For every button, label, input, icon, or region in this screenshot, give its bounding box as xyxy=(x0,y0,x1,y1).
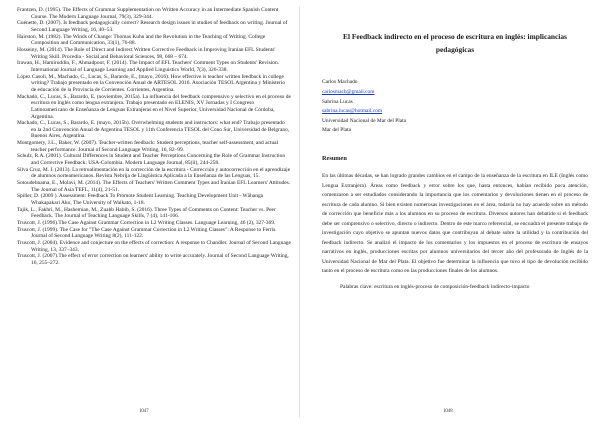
reference-entry: Irawan, H., Hamiruddin, F., Ahmadpoor, F. (2014). The Impact of EFL Teachers' Comment Types on Students' Revision. International Journal of Language Learning and Applied Linguistics World, 7(3), 326-338. xyxy=(17,60,280,73)
reference-entry: Guénette, D. (2007). Is feedback pedagogically correct? Research design issues in studies of feedback on writing. Journal of Second Language Writing, 16, 40–53. xyxy=(17,20,288,33)
author-email[interactable]: sabrina.lucas@hotmail.com xyxy=(322,108,383,115)
page-number-right: 1048 xyxy=(443,409,453,414)
abstract-text: En las últimas décadas, se han logrado grandes cambios en el campo de la enseñanza de la escritura en ILE (Inglés como Lengua Extranjera). Áreas como feedback y error sobre los que, hasta entonces, habían recibido poca atención, comenzaron a ser estudiados considerando la importancia que los comentarios y devoluciones tienen en el proceso de escritura de cada alumno. Si bien existen numerosas investigaciones en el área, todavía no hay acuerdo sobre un método de corrección que beneficie más a los alumnos en su proceso de escritura. Diversos autores han debatido si el feedback debe ser comprensivo o selectivo, directo o indirecto. Dentro de este marco referencial, se encuadra el presente trabajo de investigación cuyo objetivo se apuntan nuevos datos que contribuyan al debate sobre la utilidad y la contribución del feedback indirecto. Se analizó el impacto de los comentarios y los impuestos en el proceso de escritura de ensayos narrativos en inglés, producciones escritas por alumnos universitarios del tercer año del profesorado de Inglés de la Universidad Nacional de Mar del Plata. El objetivo fue determinar la influencia que tuvo el tipo de devolución recibido tanto en el proceso de escritura como en las producciones finales de los alumnos. xyxy=(322,172,588,275)
affiliation-city: Mar del Plata xyxy=(322,127,352,134)
keywords: Palabras clave: escritura en inglés-proceso de composición-feedback indirecto-impacto xyxy=(340,283,530,290)
reference-entry: Hairston, M. (1982). The Winds of Change: Thomas Kuhn and the Revolution in the Teaching of Writing. College Composition and Communication, 33(1), 76-88. xyxy=(17,33,266,47)
author-name: Carlos Machado xyxy=(322,79,358,86)
reference-entry: Truscott, J. (1996).The Case Against Grammar Correction in L2 Writing Classes. Language Learning, 46 (2), 327-369. xyxy=(17,220,276,226)
article-title: El Feedback indirecto en el proceso de escritura en inglés: implicancias pedagógicas xyxy=(343,32,567,55)
reference-list xyxy=(17,7,291,267)
reference-entry: Truscott, J. (2004). Evidence and conjecture on the effects of correction: A response to Chandler. Journal of Second Language Writing, 13, 337–343. xyxy=(17,239,291,253)
author-name: Sabrina Lucas xyxy=(322,98,353,105)
reference-entry: Truscott, J. (2007).The effect of error correction on learners' ability to write accurately. Journal of Second Language Writing, 16, 255–272. xyxy=(17,253,289,266)
reference-entry: Montgomery, J.L., Baker, W. (2007). Teacher-written feedback: Student perceptions, teacher self-assessment, and actual teacher performance. Journal of Second Language Writing, 16, 82–99. xyxy=(17,140,279,153)
affiliation: Universidad Nacional de Mar del Plata xyxy=(322,117,406,124)
reference-entry: Spiller, D. (2009 ). Assessment: Feedback To Promote Student Learning. Teaching Development Unit - Wāhanga Whakapakari Ako, The University of Waikato, 1-18. xyxy=(17,193,264,207)
reference-entry: Sotoudehnama, E., Molavi, M. (2014). The Effects of Teachers' Written Comment Types and Iranian EFL Learners' Attitudes. The Journal of Asia TEFL, 11(4), 21-51. xyxy=(17,180,291,193)
reference-entry: Hosseiny, M. (2014). The Role of Direct and Indirect Written Corrective Feedback in Improving Iranian EFL Students' Writing Skill. Procedia - Social and Behavioral Sciences, 98, 668 – 674. xyxy=(17,46,276,60)
reference-entry: Schulz, R.A. (2001). Cultural Differences in Student and Teacher Perceptions Concerning the Role of Grammar Instruction and Corrective Feedback: USA-Colombia. Modern Language Journal, 85(ii), 244-258. xyxy=(17,153,286,167)
reference-entry: Machado, C., Lucas, S., Barardo, E. (noviembre, 2015a). La influencia del feedback comprensivo y selectivo en el proceso de escritura en inglés como lengua extranjera. Trabajo presentado en ELENIS, XV Jornadas y I Congreso Latinoamericano de Enseñanza de Lenguas Extranjeras en el Nivel Superior, Universidad Nacional de Córdoba, Argentina. xyxy=(17,93,291,120)
abstract-heading: Resumen xyxy=(322,154,347,162)
reference-entry: Frantzen, D. (1995). The Effects of Grammar Supplementation on Written Accuracy in an Intermediate Spanish Content Course. The Modern Language Journal, 79(3), 329-344. xyxy=(17,7,279,20)
reference-entry: Machado, C., Lucas, S., Barardo, E. (mayo, 2015b). Overwhelming students and instructors: what end? Trabajo presentado en la 2nd Convención Anual de Argentina TESOL y 11th Conferencia TESOL del Cono Sur, Universidad de Belgrano, Buenos Aires, Argentina. xyxy=(17,120,290,140)
right-page xyxy=(300,0,600,424)
author-email[interactable]: carlosmach@gmail.com xyxy=(322,89,375,95)
author-block xyxy=(322,78,588,136)
reference-entry: Silva Cruz, M. I. (2013). La retroalimentación en la corrección de la escritura - Corrección y autocorrección en el aprendizaje de alumnos norteamericanos. Revista Nebrija de Lingüística Aplicada a la Enseñanza de las Lenguas, 15. xyxy=(17,166,291,180)
reference-entry: Truscott, J. (1999). The Case for "The Case Against Grammar Correction in L2 Writing Classes": A Response to Ferris. Journal of Second Language Writing 8(2), 111-122. xyxy=(17,226,277,240)
page-number-left: 1047 xyxy=(139,409,149,414)
reference-entry: Tajik, L., Fakhri, M., Hashemian, M., Zuahb Habib, S. (2016). Three Types of Comments on Content: Teacher vs. Peer Feedback. The Journal of Teaching Language Skills, 7 (4), 141-166. xyxy=(17,206,276,220)
reference-entry: López Casoli, M., Machado, C., Lucas, S., Barardo, E., (mayo, 2016). How effective is teacher written feedback in college writing? Trabajo presentado en la Convención Anual de ARTESOL 2016. Asociación TESOL Argentina y Ministerio de educación de la Provincia de Corrientes. Corrientes, Argentina. xyxy=(17,73,286,93)
